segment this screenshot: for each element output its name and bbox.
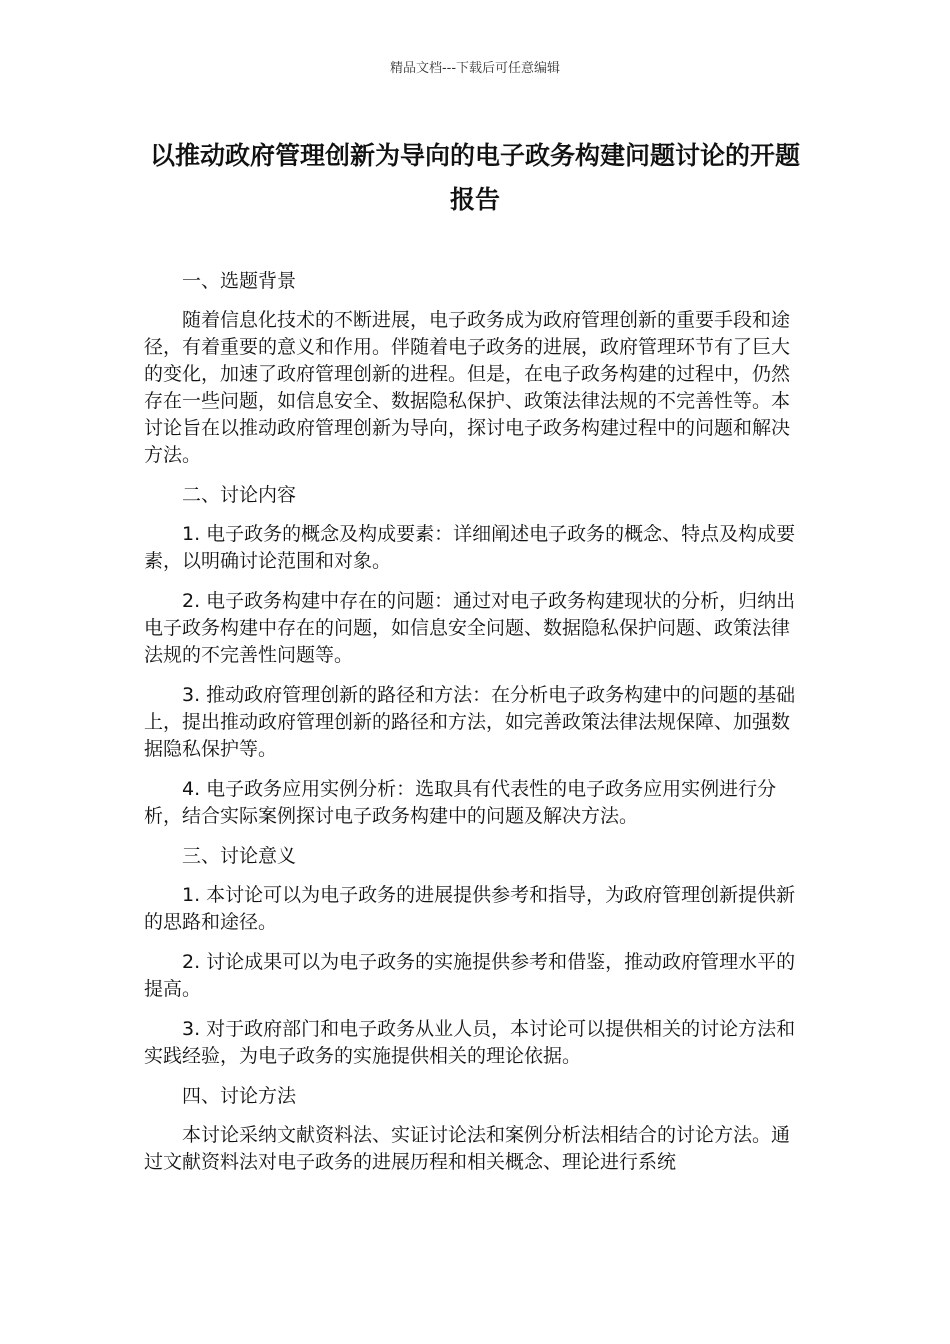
paragraph-method: 本讨论采纳文献资料法、实证讨论法和案例分析法相结合的讨论方法。通过文献资料法对电子政务的进展历程和相关概念、理论进行系统 (144, 1124, 791, 1173)
significance-item-2: 2. 讨论成果可以为电子政务的实施提供参考和借鉴，推动政府管理水平的提高。 (144, 951, 796, 1000)
section-heading-background: 一、选题背景 (182, 270, 297, 292)
content-item-1: 1. 电子政务的概念及构成要素：详细阐述电子政务的概念、特点及构成要素，以明确讨论范围和对象。 (144, 523, 796, 572)
section-heading-method: 四、讨论方法 (182, 1085, 297, 1107)
content-item-4: 4. 电子政务应用实例分析：选取具有代表性的电子政务应用实例进行分析，结合实际案例探讨电子政务构建中的问题及解决方法。 (144, 778, 777, 827)
document-body (144, 268, 802, 1189)
significance-item-3: 3. 对于政府部门和电子政务从业人员，本讨论可以提供相关的讨论方法和实践经验，为电子政务的实施提供相关的理论依据。 (144, 1018, 796, 1067)
content-item-3: 3. 推动政府管理创新的路径和方法：在分析电子政务构建中的问题的基础上，提出推动政府管理创新的路径和方法，如完善政策法律法规保障、加强数据隐私保护等。 (144, 684, 796, 760)
significance-item-1: 1. 本讨论可以为电子政务的进展提供参考和指导，为政府管理创新提供新的思路和途径。 (144, 884, 796, 933)
page-title: 以推动政府管理创新为导向的电子政务构建问题讨论的开题报告 (149, 141, 800, 214)
section-heading-significance: 三、讨论意义 (182, 845, 297, 867)
content-item-2: 2. 电子政务构建中存在的问题：通过对电子政务构建现状的分析，归纳出电子政务构建中存在的问题，如信息安全问题、数据隐私保护问题、政策法律法规的不完善性问题等。 (144, 590, 796, 666)
paragraph-background: 随着信息化技术的不断进展，电子政务成为政府管理创新的重要手段和途径，有着重要的意义和作用。伴随着电子政务的进展，政府管理环节有了巨大的变化，加速了政府管理创新的进程。但是，在电子政务构建的过程中，仍然存在一些问题，如信息安全、数据隐私保护、政策法律法规的不完善性等。本讨论旨在以推动政府管理创新为导向，探讨电子政务构建过程中的问题和解决方法。 (144, 309, 791, 466)
header-note: 精品文档---下载后可任意编辑 (389, 61, 561, 76)
section-heading-content: 二、讨论内容 (182, 484, 297, 506)
